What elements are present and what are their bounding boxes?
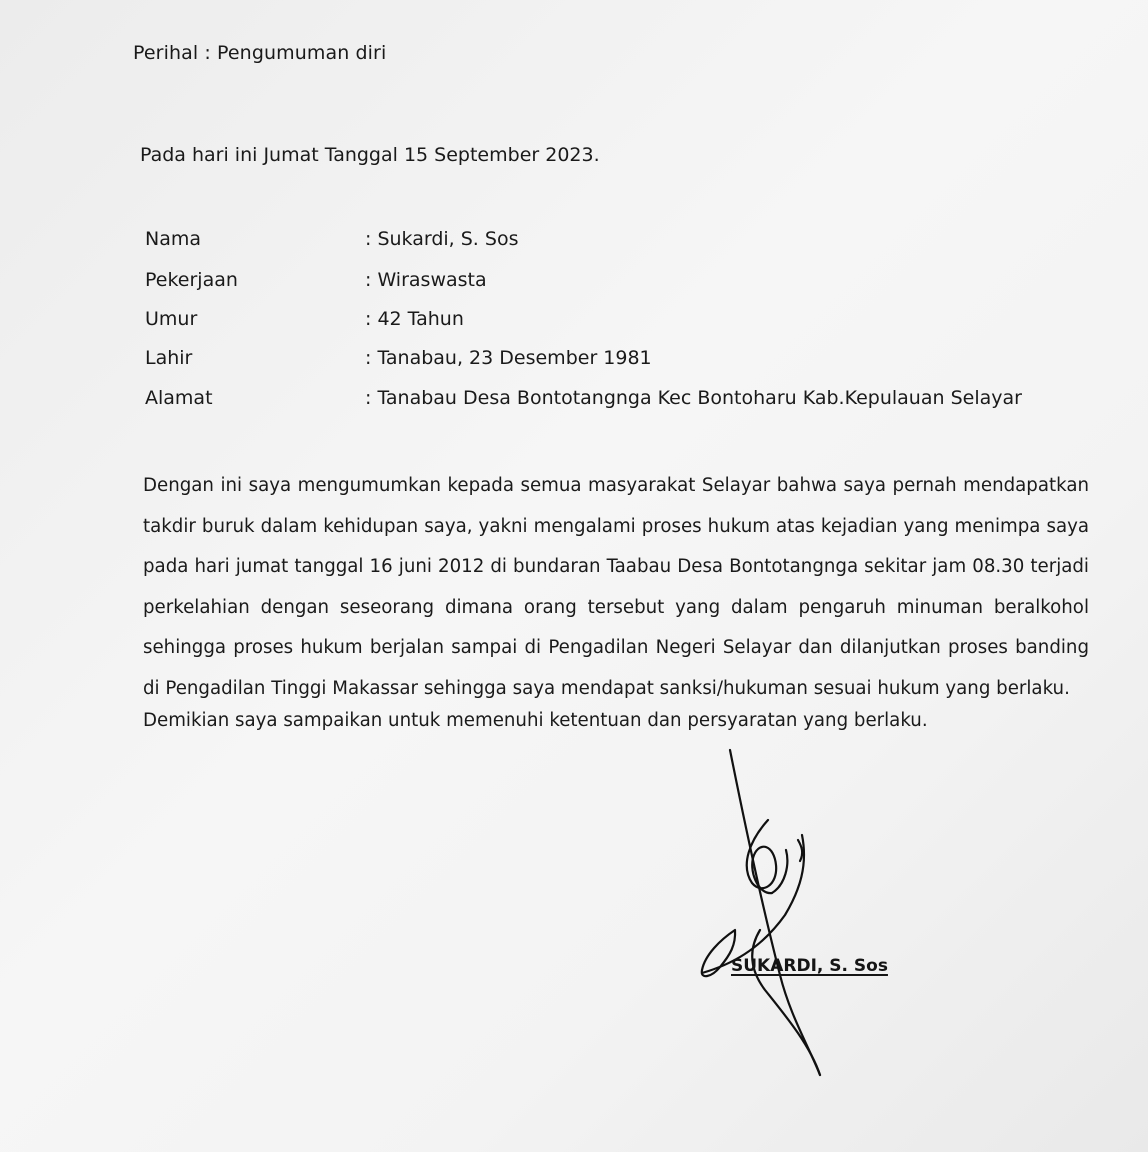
field-label: Umur: [145, 308, 198, 330]
field-value: : Tanabau, 23 Desember 1981: [365, 347, 652, 369]
field-label: Alamat: [145, 387, 213, 409]
signer-name: SUKARDI, S. Sos: [731, 956, 888, 976]
letter-subject: Perihal : Pengumuman diri: [133, 42, 387, 64]
field-value: : Tanabau Desa Bontotangnga Kec Bontoharu Kab.Kepulauan Selayar: [365, 387, 1022, 409]
handwritten-signature: [690, 745, 840, 1085]
field-label: Nama: [145, 228, 202, 250]
field-label: Pekerjaan: [145, 269, 238, 291]
field-value: : 42 Tahun: [365, 308, 464, 330]
field-value: : Wiraswasta: [365, 269, 487, 291]
letter-opening: Pada hari ini Jumat Tanggal 15 September 2023.: [140, 144, 600, 166]
field-row-alamat: [145, 387, 1045, 413]
letter-closing: Demikian saya sampaikan untuk memenuhi ketentuan dan persyaratan yang berlaku.: [143, 710, 928, 731]
field-row-umur: [145, 308, 1045, 334]
field-row-nama: [145, 228, 1045, 254]
field-label: Lahir: [145, 347, 193, 369]
field-value: : Sukardi, S. Sos: [365, 228, 519, 250]
letter-body: Dengan ini saya mengumumkan kepada semua masyarakat Selayar bahwa saya pernah mendapatkan takdir buruk dalam kehidupan saya, yakni mengalami proses hukum atas kejadian yang menimpa saya pada hari jumat tanggal 16 juni 2012 di bundaran Taabau Desa Bontotangnga sekitar jam 08.30 terjadi perkelahian dengan seseorang dimana orang tersebut yang dalam pengaruh minuman beralkohol sehingga proses hukum berjalan sampai di Pengadilan Negeri Selayar dan dilanjutkan proses banding di Pengadilan Tinggi Makassar sehingga saya mendapat sanksi/hukuman sesuai hukum yang berlaku.: [143, 475, 1089, 699]
field-row-lahir: [145, 347, 1045, 373]
field-row-pekerjaan: [145, 269, 1045, 295]
